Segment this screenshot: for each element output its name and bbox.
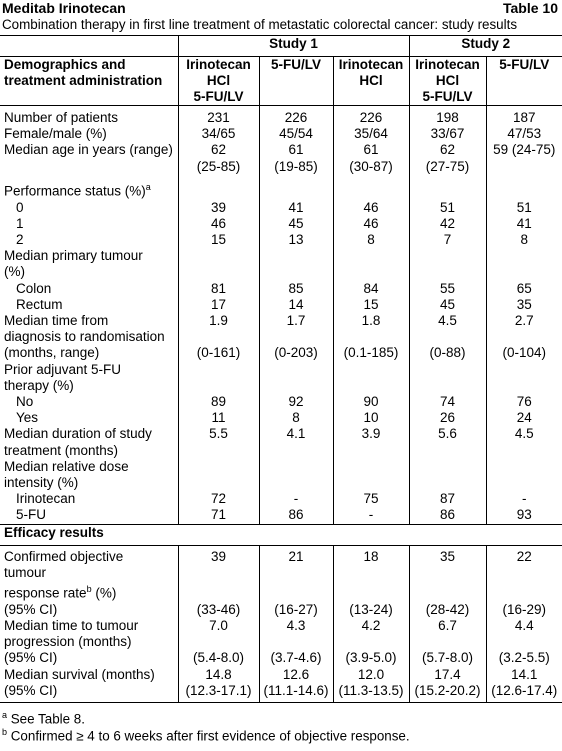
data-cell: 4.3 <box>259 618 333 634</box>
row-label: (95% CI) <box>0 683 178 703</box>
data-cell <box>486 475 562 491</box>
data-cell: 187 <box>486 106 562 127</box>
data-cell: 87 <box>409 491 486 507</box>
data-cell <box>259 634 333 650</box>
table-row <box>0 248 562 264</box>
data-cell <box>409 475 486 491</box>
data-cell <box>409 248 486 264</box>
data-cell: 61 <box>259 142 333 158</box>
data-cell <box>409 459 486 475</box>
data-cell: (0-104) <box>486 345 562 361</box>
footnote-b: $^b$ Confirmed ≥ 4 to 6 weeks after first evidence of objective response. <box>2 727 410 744</box>
table-row <box>0 159 562 175</box>
data-cell <box>259 175 333 200</box>
data-cell: (0-203) <box>259 345 333 361</box>
row-label: progression (months) <box>4 634 132 650</box>
data-cell <box>178 634 259 650</box>
data-cell: (19-85) <box>259 159 333 175</box>
row-label: 2 <box>16 231 24 247</box>
data-cell <box>486 378 562 394</box>
data-cell: 71 <box>178 507 259 524</box>
table-row <box>0 565 562 581</box>
data-cell <box>486 634 562 650</box>
data-cell: 14 <box>259 297 333 313</box>
table-row <box>0 410 562 426</box>
data-cell <box>259 248 333 264</box>
row-label: No <box>16 393 34 409</box>
data-cell <box>409 175 486 200</box>
data-cell <box>409 378 486 394</box>
table-row <box>0 200 562 216</box>
table-row <box>0 491 562 507</box>
table-row <box>0 216 562 232</box>
data-cell <box>409 329 486 345</box>
data-cell: (28-42) <box>409 602 486 618</box>
data-cell: (11.3-13.5) <box>333 683 409 703</box>
data-cell <box>409 565 486 581</box>
data-cell: 21 <box>259 545 333 565</box>
data-cell <box>178 264 259 280</box>
data-cell: 45/54 <box>259 126 333 142</box>
data-cell <box>486 264 562 280</box>
data-cell <box>333 264 409 280</box>
table-row <box>0 106 562 127</box>
row-label: Irinotecan <box>16 491 76 507</box>
row-label: Median time from <box>4 312 109 328</box>
row-label: Median relative dose <box>4 458 129 474</box>
table-row <box>0 475 562 491</box>
data-cell: 3.9 <box>333 426 409 442</box>
data-cell <box>178 443 259 459</box>
table-row <box>0 634 562 650</box>
data-cell: 93 <box>486 507 562 524</box>
data-cell <box>333 581 409 602</box>
row-label: Female/male (%) <box>4 126 107 142</box>
data-cell: 46 <box>333 200 409 216</box>
data-cell: (30-87) <box>333 159 409 175</box>
data-cell: (5.7-8.0) <box>409 650 486 666</box>
study-header-row <box>0 36 562 57</box>
data-cell: 8 <box>333 232 409 248</box>
data-cell <box>259 475 333 491</box>
row-label: 0 <box>16 199 24 215</box>
data-cell <box>178 248 259 264</box>
data-cell: 15 <box>333 297 409 313</box>
data-cell: (13-24) <box>333 602 409 618</box>
data-cell <box>486 459 562 475</box>
column-header-row <box>0 57 562 106</box>
efficacy-title: Efficacy results <box>0 524 562 545</box>
data-cell <box>333 443 409 459</box>
table-row <box>0 394 562 410</box>
data-cell <box>259 459 333 475</box>
data-cell <box>409 443 486 459</box>
data-cell: 8 <box>259 410 333 426</box>
data-cell: 24 <box>486 410 562 426</box>
table-row <box>0 378 562 394</box>
table-row <box>0 126 562 142</box>
data-cell <box>333 248 409 264</box>
data-cell: 92 <box>259 394 333 410</box>
table-row <box>0 175 562 200</box>
data-cell: 41 <box>486 216 562 232</box>
data-cell: 86 <box>259 507 333 524</box>
data-cell <box>486 248 562 264</box>
data-cell <box>486 329 562 345</box>
row-label: diagnosis to randomisation <box>4 329 165 345</box>
row-label: tumour <box>4 564 47 580</box>
data-cell: 1.9 <box>178 313 259 329</box>
data-cell: 81 <box>178 281 259 297</box>
data-cell: (3.9-5.0) <box>333 650 409 666</box>
data-cell <box>178 565 259 581</box>
data-cell <box>178 175 259 200</box>
data-cell: 41 <box>259 200 333 216</box>
data-cell: - <box>486 491 562 507</box>
row-label: Median age in years (range) <box>4 142 173 158</box>
data-cell: 55 <box>409 281 486 297</box>
table-row <box>0 329 562 345</box>
table-row <box>0 362 562 378</box>
data-cell: 46 <box>178 216 259 232</box>
data-cell: 2.7 <box>486 313 562 329</box>
data-cell <box>486 581 562 602</box>
column-header-2: 5-FU/LV <box>259 57 333 106</box>
data-cell: 76 <box>486 394 562 410</box>
data-cell: 4.5 <box>486 426 562 442</box>
efficacy-header-row <box>0 524 562 545</box>
data-cell: 15 <box>178 232 259 248</box>
data-cell <box>333 475 409 491</box>
table-row <box>0 650 562 666</box>
data-cell <box>333 459 409 475</box>
data-cell: 6.7 <box>409 618 486 634</box>
data-cell <box>178 581 259 602</box>
data-cell: 14.1 <box>486 667 562 683</box>
data-cell: 61 <box>333 142 409 158</box>
row-label: Median primary tumour <box>4 248 143 264</box>
data-cell: (0-88) <box>409 345 486 361</box>
column-header-5: 5-FU/LV <box>486 57 562 106</box>
data-cell: 62 <box>409 142 486 158</box>
row-label: Median time to tumour <box>4 617 139 633</box>
data-cell: (25-85) <box>178 159 259 175</box>
row-label: (95% CI) <box>4 601 58 617</box>
data-cell: (0.1-185) <box>333 345 409 361</box>
data-cell <box>333 175 409 200</box>
column-header-3: Irinotecan HCl <box>333 57 409 106</box>
data-cell: 33/67 <box>409 126 486 142</box>
data-cell <box>259 443 333 459</box>
row-label: Median duration of study <box>4 426 152 442</box>
data-cell: (27-75) <box>409 159 486 175</box>
data-cell: 13 <box>259 232 333 248</box>
row-label: (%) <box>4 264 25 280</box>
row-label: Prior adjuvant 5-FU <box>4 361 122 377</box>
data-cell: (15.2-20.2) <box>409 683 486 703</box>
data-cell: 90 <box>333 394 409 410</box>
data-cell: 26 <box>409 410 486 426</box>
column-header-4: Irinotecan HCl 5-FU/LV <box>409 57 486 106</box>
row-label: 5-FU <box>16 507 46 523</box>
table-row <box>0 667 562 683</box>
table-row <box>0 602 562 618</box>
data-cell: (12.6-17.4) <box>486 683 562 703</box>
brand-title: Meditab Irinotecan <box>2 0 126 16</box>
row-label: Yes <box>16 410 39 426</box>
row-label: Number of patients <box>0 106 178 127</box>
data-cell: 12.6 <box>259 667 333 683</box>
data-cell <box>259 581 333 602</box>
data-cell <box>486 159 562 175</box>
data-cell: (11.1-14.6) <box>259 683 333 703</box>
data-cell: 10 <box>333 410 409 426</box>
data-cell: 35 <box>486 297 562 313</box>
data-cell: 8 <box>486 232 562 248</box>
data-cell: 4.1 <box>259 426 333 442</box>
table-row <box>0 232 562 248</box>
data-cell: 72 <box>178 491 259 507</box>
footnote-mark: b <box>86 583 92 594</box>
results-table <box>0 35 562 703</box>
row-label: therapy (%) <box>4 377 74 393</box>
data-cell: 85 <box>259 281 333 297</box>
data-cell <box>409 264 486 280</box>
table-row <box>0 618 562 634</box>
data-cell: 226 <box>333 106 409 127</box>
table-row <box>0 297 562 313</box>
row-label: Colon <box>16 280 52 296</box>
data-cell: 12.0 <box>333 667 409 683</box>
data-cell: 74 <box>409 394 486 410</box>
row-label: Rectum <box>16 296 63 312</box>
data-cell <box>486 565 562 581</box>
data-cell: (3.2-5.5) <box>486 650 562 666</box>
footnote-mark: a <box>145 181 151 192</box>
study-1-header: Study 1 <box>178 36 409 57</box>
table-row <box>0 683 562 703</box>
row-label: Performance status (%)$^a$ <box>4 181 151 199</box>
data-cell <box>259 378 333 394</box>
data-cell: (16-29) <box>486 602 562 618</box>
data-cell: 47/53 <box>486 126 562 142</box>
data-cell: 4.5 <box>409 313 486 329</box>
data-cell: 45 <box>259 216 333 232</box>
row-label: treatment (months) <box>4 442 119 458</box>
data-cell: 42 <box>409 216 486 232</box>
data-cell: 84 <box>333 281 409 297</box>
data-cell: 45 <box>409 297 486 313</box>
data-cell: 7.0 <box>178 618 259 634</box>
row-label: Median survival (months) <box>4 666 155 682</box>
data-cell <box>259 329 333 345</box>
data-cell: 35 <box>409 545 486 565</box>
data-cell: 65 <box>486 281 562 297</box>
column-header-label: Demographics and treatment administration <box>0 57 178 106</box>
data-cell: 62 <box>178 142 259 158</box>
data-cell <box>178 362 259 378</box>
row-label: intensity (%) <box>4 474 79 490</box>
data-cell <box>259 565 333 581</box>
data-cell: 34/65 <box>178 126 259 142</box>
data-cell <box>259 362 333 378</box>
data-cell <box>409 362 486 378</box>
data-cell <box>178 475 259 491</box>
table-row <box>0 507 562 524</box>
data-cell: 4.2 <box>333 618 409 634</box>
document-header <box>2 0 558 17</box>
table-row <box>0 142 562 158</box>
data-cell: (33-46) <box>178 602 259 618</box>
data-cell: 39 <box>178 545 259 565</box>
data-cell: 4.4 <box>486 618 562 634</box>
data-cell: 75 <box>333 491 409 507</box>
data-cell: 14.8 <box>178 667 259 683</box>
data-cell <box>178 329 259 345</box>
study-2-header: Study 2 <box>409 36 562 57</box>
data-cell <box>333 378 409 394</box>
table-row <box>0 581 562 602</box>
data-cell: 5.5 <box>178 426 259 442</box>
row-label: 1 <box>16 215 24 231</box>
row-label: (95% CI) <box>4 650 58 666</box>
row-label: (months, range) <box>4 345 100 361</box>
data-cell <box>409 581 486 602</box>
data-cell: 1.7 <box>259 313 333 329</box>
data-cell: 7 <box>409 232 486 248</box>
data-cell: 11 <box>178 410 259 426</box>
data-cell: 51 <box>486 200 562 216</box>
data-cell: 1.8 <box>333 313 409 329</box>
data-cell: 39 <box>178 200 259 216</box>
footnote-a: $^a$ See Table 8. <box>2 710 85 727</box>
data-cell <box>409 634 486 650</box>
data-cell: 17 <box>178 297 259 313</box>
data-cell: 59 (24-75) <box>486 142 562 158</box>
data-cell: (0-161) <box>178 345 259 361</box>
data-cell: - <box>259 491 333 507</box>
data-cell <box>486 443 562 459</box>
data-cell: (16-27) <box>259 602 333 618</box>
table-row <box>0 345 562 361</box>
data-cell: 17.4 <box>409 667 486 683</box>
efficacy-body <box>0 545 562 702</box>
column-header-1: Irinotecan HCl 5-FU/LV <box>178 57 259 106</box>
data-cell <box>486 175 562 200</box>
row-label: response rate$^b$ (%) <box>4 583 117 601</box>
table-row <box>0 313 562 329</box>
row-label <box>0 159 178 175</box>
table-row <box>0 459 562 475</box>
data-cell: 51 <box>409 200 486 216</box>
data-cell: (3.7-4.6) <box>259 650 333 666</box>
demographics-body <box>0 106 562 525</box>
data-cell: 86 <box>409 507 486 524</box>
data-cell: 5.6 <box>409 426 486 442</box>
data-cell: 226 <box>259 106 333 127</box>
table-caption: Combination therapy in first line treatment of metastatic colorectal cancer: study results <box>2 17 518 32</box>
table-row <box>0 545 562 565</box>
data-cell: 35/64 <box>333 126 409 142</box>
row-label: Confirmed objective <box>0 545 178 565</box>
data-cell <box>333 362 409 378</box>
data-cell: 198 <box>409 106 486 127</box>
table-row <box>0 264 562 280</box>
data-cell: 22 <box>486 545 562 565</box>
data-cell <box>259 264 333 280</box>
data-cell: 18 <box>333 545 409 565</box>
table-row <box>0 443 562 459</box>
data-cell <box>333 634 409 650</box>
table-row <box>0 426 562 442</box>
data-cell <box>333 565 409 581</box>
data-cell: - <box>333 507 409 524</box>
data-cell <box>486 362 562 378</box>
table-row <box>0 281 562 297</box>
data-cell <box>333 329 409 345</box>
data-cell: (5.4-8.0) <box>178 650 259 666</box>
data-cell: 46 <box>333 216 409 232</box>
data-cell: 231 <box>178 106 259 127</box>
data-cell <box>178 459 259 475</box>
table-number: Table 10 <box>503 0 558 16</box>
data-cell: 89 <box>178 394 259 410</box>
data-cell: (12.3-17.1) <box>178 683 259 703</box>
data-cell <box>178 378 259 394</box>
